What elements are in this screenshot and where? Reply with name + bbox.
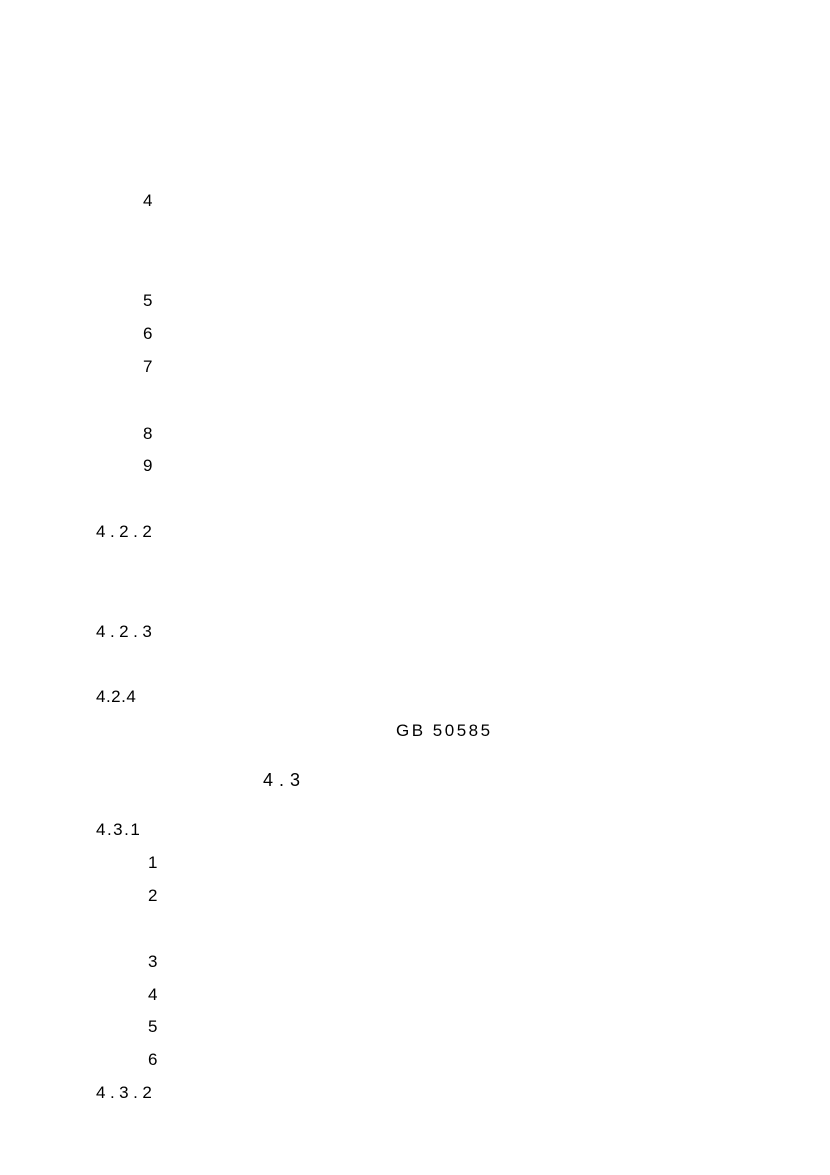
text-line: 4.3.2 [96,1083,157,1102]
text-line: 4.3.1 [96,820,142,839]
text-line: 6 [143,324,153,343]
text-line: 4.3 [263,770,307,790]
text-line: 9 [143,456,153,475]
text-line: 1 [148,853,158,872]
text-line: 6 [148,1050,158,1069]
text-line: 5 [143,291,153,310]
text-line: 3 [148,952,158,971]
text-line: 7 [143,357,153,376]
text-line: 4 [143,191,153,210]
text-line: GB 50585 [396,721,493,740]
text-line: 4 [148,985,158,1004]
text-line: 5 [148,1017,158,1036]
text-line: 4.2.3 [96,622,157,641]
text-line: 2 [148,886,158,905]
text-line: 8 [143,424,153,443]
text-line: 4.2.2 [96,522,157,541]
text-line: 4.2.4 [96,687,137,706]
